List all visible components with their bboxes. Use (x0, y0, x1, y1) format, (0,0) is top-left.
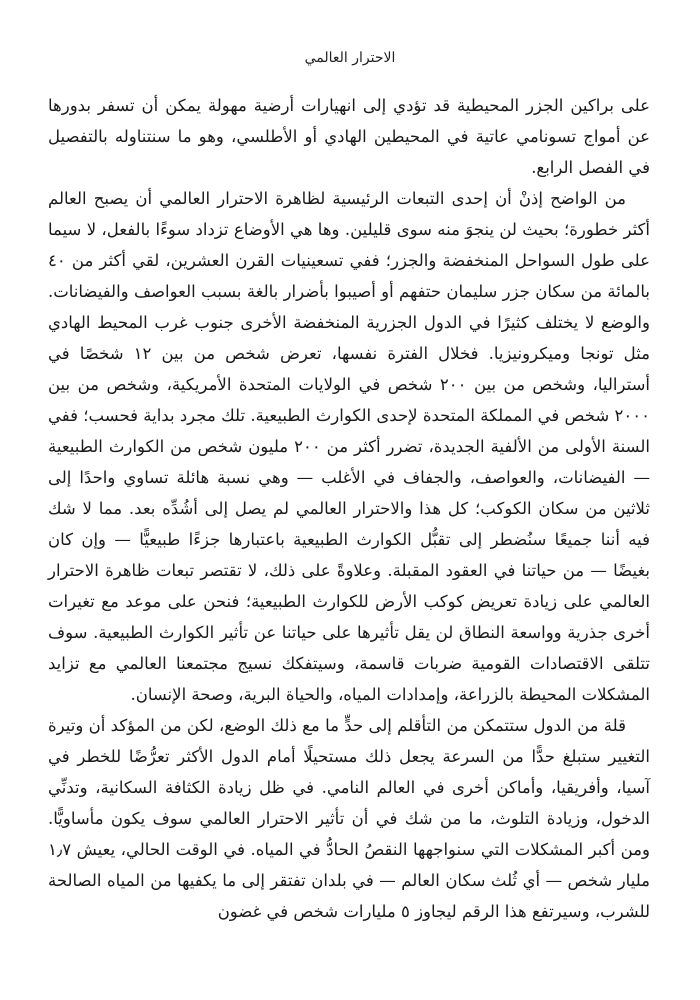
paragraph: من الواضح إذنْ أن إحدى التبعات الرئيسية لظاهرة الاحترار العالمي أن يصبح العالم أكثر خطورة؛ بحيث لن ينجوَ منه سوى قليلين. وها هي الأوضاع تزداد سوءًا بالفعل، لا سيما على طول السواحل المنخفضة والجزر؛ ففي تسعينيات القرن العشرين، لقي أكثر من ٤٠ بالمائة من سكان جزر سليمان حتفهم أو أصيبوا بأضرار بالغة بسبب العواصف والفيضانات. والوضع لا يختلف كثيرًا في الدول الجزرية المنخفضة الأخرى جنوب غرب المحيط الهادي مثل تونجا وميكرونيزيا. فخلال الفترة نفسها، تعرض شخص من بين ١٢ شخصًا في أستراليا، وشخص من بين ٢٠٠ شخص في الولايات المتحدة الأمريكية، وشخص من بين ٢٠٠٠ شخص في المملكة المتحدة لإحدى الكوارث الطبيعية. تلك مجرد بداية فحسب؛ ففي السنة الأولى من الألفية الجديدة، تضرر أكثر من ٢٠٠ مليون شخص من الكوارث الطبيعية — الفيضانات، والعواصف، والجفاف في الأغلب — وهي نسبة هائلة تساوي واحدًا إلى ثلاثين من سكان الكوكب؛ كل هذا والاحترار العالمي لم يصل إلى أشُدِّه بعد. مما لا شك فيه أننا جميعًا سنُضطر إلى تقبُّل الكوارث الطبيعية باعتبارها جزءًا طبيعيًّا — وإن كان بغيضًا — من حياتنا في العقود المقبلة. وعلاوةً على ذلك، لا تقتصر تبعات ظاهرة الاحترار العالمي على زيادة تعريض كوكب الأرض للكوارث الطبيعية؛ فنحن على موعد مع تغيرات أخرى جذرية وواسعة النطاق لن يقل تأثيرها على حياتنا عن تأثير الكوارث الطبيعية. سوف تتلقى الاقتصادات القومية ضربات قاسمة، وسيتفكك نسيج مجتمعنا العالمي مع تزايد المشكلات المحيطة بالزراعة، وإمدادات المياه، والحياة البرية، وصحة الإنسان. (48, 189, 650, 704)
body-text (48, 90, 650, 927)
paragraph-continuation: على براكين الجزر المحيطية قد تؤدي إلى انهيارات أرضية مهولة يمكن أن تسفر بدورها عن أمواج تسونامي عاتية في المحيطين الهادي أو الأطلسي، وهو ما سنتناوله بالتفصيل في الفصل الرابع. (48, 96, 650, 177)
running-header: الاحترار العالمي (304, 50, 396, 66)
paragraph: قلة من الدول ستتمكن من التأقلم إلى حدٍّ ما مع ذلك الوضع، لكن من المؤكد أن وتيرة التغيير ستبلغ حدًّا من السرعة يجعل ذلك مستحيلًا أمام الدول الأكثر تعرُّضًا للخطر في آسيا، وأفريقيا، وأماكن أخرى في العالم النامي. في ظل زيادة الكثافة السكانية، وتدنِّي الدخول، وزيادة التلوث، ما من شك في أن تأثير الاحترار العالمي سوف يكون مأساويًّا. ومن أكبر المشكلات التي سنواجهها النقصُ الحادُّ في المياه. في الوقت الحالي، يعيش ١٫٧ مليار شخص — أي ثُلث سكان العالم — في بلدان تفتقر إلى ما يكفيها من المياه الصالحة للشرب، وسيرتفع هذا الرقم ليجاوز ٥ مليارات شخص في غضون (48, 716, 650, 921)
